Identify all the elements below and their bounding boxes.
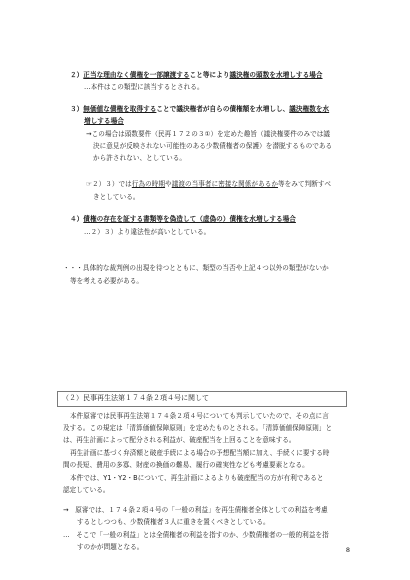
note-text: や [165,180,172,188]
note-underlined: 議渡の当事者に密接な関係があるか [171,180,279,188]
reference-note-cont: きとしている。 [93,193,140,201]
section-body-line: 間の長短、費用の多寡、財産の換価の難易、履行の確実性なども考慮要素となる。 [63,461,309,469]
heading-text: こと等により [189,71,230,79]
type-3-body-line: 決に意見が反映されない可能性のある少数債権者の保護）を潜脱するものである [93,142,333,150]
heading-number: ４） [70,215,84,223]
summary-line: 等を考える必要がある。 [70,277,144,285]
section-body-line: 本件原審では民事再生法第１７４条２項４号についても判示していたので、その点に言 [70,412,329,420]
section-title: （２）民事再生法第１７４条２項４号に関して [62,394,209,402]
arrow-line: すのかが問題となる。 [77,543,144,551]
reference-note [86,180,331,188]
heading-number: ２） [70,71,84,79]
section-body-line: 認定している。 [63,486,110,494]
heading-underlined: 正当な理由なく債権を一部譲渡する [83,71,190,79]
note-text: ☞２）３）では [86,180,132,188]
type-4-body: …２）３）より違法性が高いとしている。 [84,228,211,236]
heading-underlined: 議決権の頭数を水増しする場合 [229,71,323,79]
note-text: 等をみて判断すべ [278,180,332,188]
page-number: 8 [345,546,350,554]
section-body-line: は、再生計画によって配分される利益が、破産配当を上回ることを意味する。 [63,436,296,444]
note-underlined: 行為の時期 [131,180,166,188]
heading-underlined: 債権の存在を証する書類等を偽造して（虚偽の）債権を水増しする場合 [83,215,296,223]
heading-type-4 [70,215,296,223]
section-body-line: 再生計画に基づく弁済額と破産手続による場合の予想配当額に加え、手続くに要する時 [70,449,330,457]
heading-text: ことで議決権者が自らの債権額を水増しし、 [156,105,290,113]
type-3-body-line: から許されない、としている。 [93,154,187,162]
section-title-box [57,391,347,407]
heading-type-3 [70,105,329,113]
heading-underlined: 議決権数を水 [289,105,330,113]
heading-type-3-cont: 増しする場合 [84,117,124,125]
type-3-body-line: →この場合は頭数要件（民再１７２の３①）を定めた趣旨（議決権要件のみでは議 [86,130,331,138]
type-2-note: …本件はこの類型に該当するとされる。 [84,83,204,91]
arrow-line: するとしつつも、少数債権者３人に重きを置くべきとしている。 [77,518,270,526]
section-body-line: 及する。この規定は「清算価値保障原則」を定めたものとされる。「清算価値保障原則」と [63,424,333,432]
heading-underlined: 無価値な債権を取得する [83,105,157,113]
heading-number: ３） [70,105,84,113]
arrow-line: … そこで「一般の利益」とは全債権者の利益を指すのか、少数債権者の一般的利益を指 [63,531,329,539]
heading-type-2 [70,71,323,79]
section-body-line: 本件では、Y1・Y2・Bについて、再生計画によるよりも破産配当の方が有利であると [70,474,324,482]
arrow-line: → 原審では、１７４条２項４号の「一般の利益」を再生債権者全体としての利益を考慮 [63,506,328,514]
summary-line: ・・・具体的な裁判例の出現を待つとともに、類型の当否や上記４つ以外の類型がないか [63,264,329,272]
